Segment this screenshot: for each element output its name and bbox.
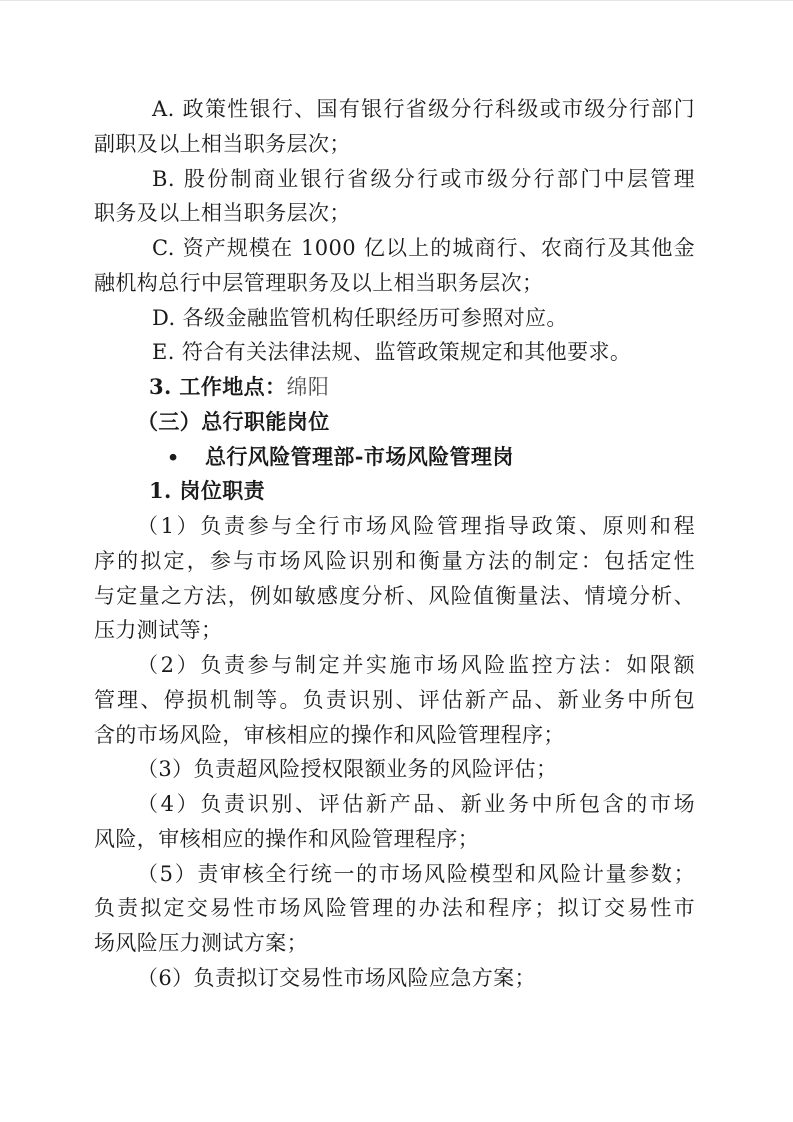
duty-3: （3）负责超风险授权限额业务的风险评估； <box>137 757 558 782</box>
duty-5-line-2: 负责拟定交易性市场风险管理的办法和程序；拟订交易性市 <box>94 896 695 921</box>
duty-1-line-2: 序的拟定，参与市场风险识别和衡量方法的制定：包括定性 <box>94 548 695 573</box>
duty-4-line-1: （4）负责识别、评估新产品、新业务中所包含的市场 <box>137 792 695 816</box>
duty-4-line-2: 风险，审核相应的操作和风险管理程序； <box>94 826 480 851</box>
duty-5-line-3: 场风险压力测试方案； <box>94 931 308 955</box>
requirement-a-line-2: 副职及以上相当职务层次； <box>94 131 351 156</box>
duty-2-line-3: 含的市场风险，审核相应的操作和风险管理程序； <box>94 722 565 747</box>
work-location-label: 3. 工作地点： <box>149 374 287 399</box>
position-title-line <box>94 440 695 475</box>
duty-6: （6）负责拟订交易性市场风险应急方案； <box>137 965 536 990</box>
duty-1-line-3: 与定量之方法，例如敏感度分析、风险值衡量法、情境分析、 <box>94 583 695 608</box>
position-title: 总行风险管理部-市场风险管理岗 <box>205 443 514 469</box>
duty-5-line-1: （5）责审核全行统一的市场风险模型和风险计量参数； <box>137 861 695 886</box>
work-location-value: 绵阳 <box>286 375 330 399</box>
duties-heading: 1. 岗位职责 <box>149 478 266 504</box>
duty-1-line-1: （1）负责参与全行市场风险管理指导政策、原则和程 <box>137 514 695 538</box>
requirement-a-line-1: A. 政策性银行、国有银行省级分行科级或市级分行部门 <box>152 97 695 121</box>
requirement-c-line-2: 融机构总行中层管理职务及以上相当职务层次； <box>94 270 544 295</box>
requirement-c-line-1: C. 资产规模在 1000 亿以上的城商行、农商行及其他金 <box>152 236 695 260</box>
requirement-e: E. 符合有关法律法规、监管政策规定和其他要求。 <box>152 340 632 365</box>
duty-2-line-2: 管理、停损机制等。负责识别、评估新产品、新业务中所包 <box>94 687 695 712</box>
requirement-b-line-1: B. 股份制商业银行省级分行或市级分行部门中层管理 <box>152 166 695 191</box>
requirement-b-line-2: 职务及以上相当职务层次； <box>94 201 351 226</box>
duty-2-line-1: （2）负责参与制定并实施市场风险监控方法：如限额 <box>137 653 695 677</box>
section-heading: （三）总行职能岗位 <box>137 408 330 434</box>
duty-1-line-4: 压力测试等； <box>94 618 223 643</box>
work-location-line <box>94 370 695 405</box>
bullet-icon: • <box>167 446 180 469</box>
document-body <box>94 92 695 996</box>
requirement-d: D. 各级金融监管机构任职经历可参照对应。 <box>152 305 568 330</box>
